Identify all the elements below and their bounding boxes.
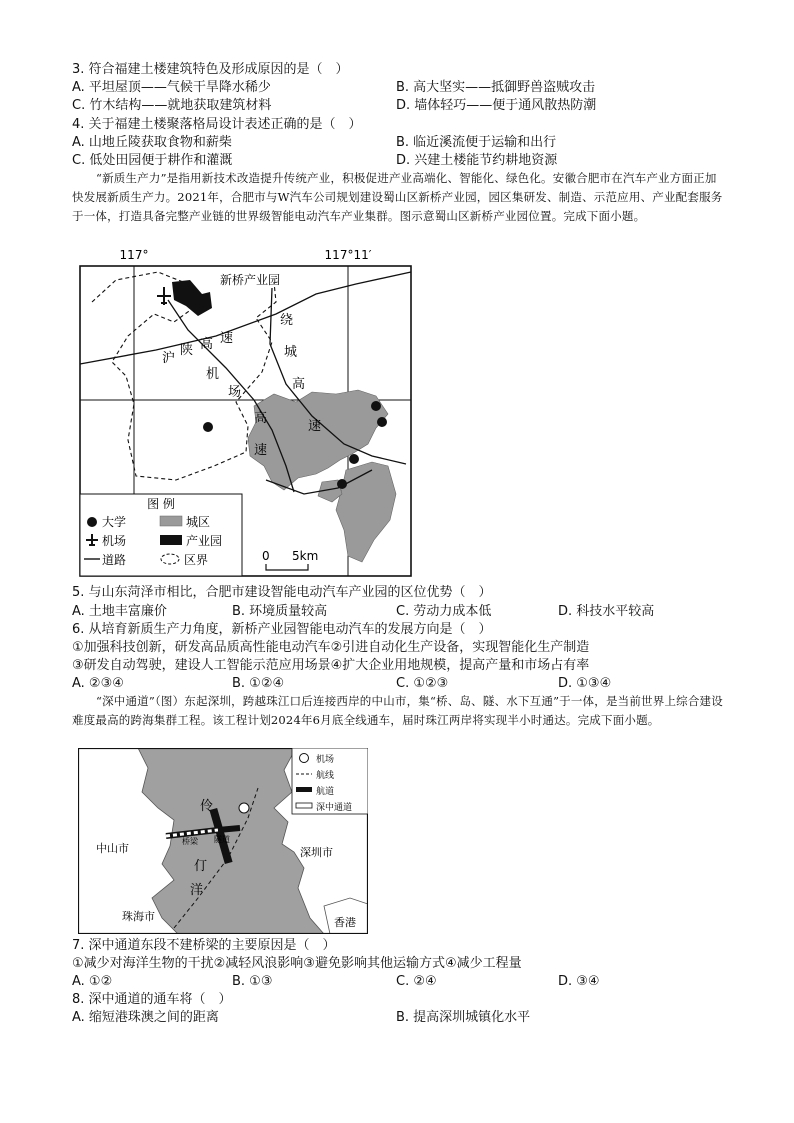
q4-option-a: A. 山地丘陵获取食物和薪柴 [72, 135, 232, 150]
q7-options: ①减少对海洋生物的干扰②减轻风浪影响③避免影响其他运输方式④减少工程量 [72, 956, 522, 971]
q6-stem: 6. 从培育新质生产力角度，新桥产业园智能电动汽车的发展方向是（ ） [72, 622, 492, 637]
q4-option-c: C. 低处田园便于耕作和灌溉 [72, 153, 233, 168]
map2-legend-route: 航线 [316, 771, 335, 781]
q4-option-b: B. 临近溪流便于运输和出行 [396, 135, 557, 150]
map2-airport-icon [239, 803, 249, 813]
scale-5km: 5km [292, 549, 319, 563]
q3-option-d: D. 墙体轻巧——便于通风散热防潮 [396, 98, 597, 113]
q6-option-a: A. ②③④ [72, 676, 124, 691]
map-shenzhong-link [78, 748, 368, 934]
q3-stem: 3. 符合福建土楼建筑特色及形成原因的是（ ） [72, 62, 349, 77]
legend-university: 大学 [102, 515, 127, 529]
legend-park: 产业园 [186, 534, 223, 548]
q6-option-b: B. ①②④ [232, 676, 285, 691]
passage-1-text: “新质生产力”是指用新技术改造提升传统产业，积极促进产业高端化、智能化、绿色化。安徽合肥市在汽车产业方面正加快发展新质生产力。2021年，合肥市与W汽车公司规划建设蜀山区新桥产业园，园区集研发、制造、示范应用、产业配套服务于一体，打造具备完整产业链的世界级智能电动汽车产业集群。图示意蜀山区新桥产业园位置。完成下面小题。 [72, 171, 723, 223]
legend-airport: 机场 [102, 534, 127, 548]
legend-road: 道路 [102, 553, 127, 567]
map2-legend-link: 深中通道 [316, 803, 353, 813]
map2-legend-link-icon [296, 803, 312, 808]
legend-park-icon [160, 535, 182, 545]
label-zhuhai: 珠海市 [122, 910, 155, 923]
legend-city: 城区 [186, 515, 211, 529]
q3-option-b: B. 高大坚实——抵御野兽盗贼攻击 [396, 80, 596, 95]
q5-stem: 5. 与山东菏泽市相比，合肥市建设智能电动汽车产业园的区位优势（ ） [72, 585, 492, 600]
passage-new-quality-productivity [72, 169, 724, 226]
map-xinqiao-industrial-park [76, 244, 416, 580]
label-lingdingyang-2: 仃 [194, 859, 208, 874]
legend-university-icon [87, 517, 97, 527]
lon-label-117: 117° [119, 248, 149, 262]
q6-option-c: C. ①②③ [396, 676, 449, 691]
park-label: 新桥产业园 [220, 273, 281, 287]
q7-option-b: B. ①③ [232, 974, 273, 989]
map2-legend-airport: 机场 [316, 755, 335, 765]
label-lingdingyang-1: 伶 [200, 799, 214, 814]
q7-option-c: C. ②④ [396, 974, 437, 989]
road-label-ring-3: 高 [292, 377, 306, 392]
road-label-airport-1: 机 [206, 367, 220, 382]
q5-option-c: C. 劳动力成本低 [396, 604, 492, 619]
q6-option-d: D. ①③④ [558, 676, 612, 691]
q6-options-1: ①加强科技创新，研发高品质高性能电动汽车②引进自动化生产设备，实现智能化生产制造 [72, 640, 590, 655]
q5-option-a: A. 土地丰富廉价 [72, 604, 167, 619]
q3-option-c: C. 竹木结构——就地获取建筑材料 [72, 98, 272, 113]
label-zhongshan: 中山市 [96, 842, 129, 855]
tunnel-label: 隧道 [214, 835, 230, 844]
road-label-airport-3: 高 [254, 411, 268, 426]
q3-option-a: A. 平坦屋顶——气候干旱降水稀少 [72, 80, 271, 95]
road-label-ring-4: 速 [308, 419, 322, 434]
q4-option-d: D. 兴建土楼能节约耕地资源 [396, 153, 558, 168]
q4-stem: 4. 关于福建土楼聚落格局设计表述正确的是（ ） [72, 117, 362, 132]
legend-boundary: 区界 [184, 553, 209, 567]
label-lingdingyang-3: 洋 [190, 883, 204, 898]
legend-city-icon [160, 516, 182, 526]
lon-label-117-11: 117°11′ [324, 248, 372, 262]
q7-option-a: A. ①② [72, 974, 113, 989]
passage-2-text: “深中通道”（图）东起深圳，跨越珠江口后连接西岸的中山市，集“桥、岛、隧、水下互通”于一体，是当前世界上综合建设难度最高的跨海集群工程。该工程计划2024年6月底全线通车，届时珠江两岸将实现半小时通达。完成下面小题。 [72, 694, 723, 727]
q8-option-b: B. 提高深圳城镇化水平 [396, 1010, 531, 1025]
bridge-label: 桥梁 [182, 837, 198, 846]
road-label-hushaan-3: 高 [200, 337, 214, 352]
road-label-hushaan-4: 速 [220, 331, 234, 346]
passage-shenzhong-link [72, 692, 724, 730]
label-hongkong: 香港 [334, 916, 356, 929]
q7-option-d: D. ③④ [558, 974, 600, 989]
q6-options-2: ③研发自动驾驶，建设人工智能示范应用场景④扩大企业用地规模，提高产量和市场占有率 [72, 658, 590, 673]
label-shenzhen: 深圳市 [300, 846, 333, 859]
q5-option-d: D. 科技水平较高 [558, 604, 655, 619]
road-label-airport-2: 场 [228, 385, 242, 400]
road-label-ring-1: 绕 [280, 313, 294, 328]
map2-legend-channel: 航道 [316, 787, 335, 797]
q8-stem: 8. 深中通道的通车将（ ） [72, 992, 232, 1007]
road-label-hushaan-1: 沪 [162, 351, 176, 366]
q5-option-b: B. 环境质量较高 [232, 604, 328, 619]
q8-option-a: A. 缩短港珠澳之间的距离 [72, 1010, 219, 1025]
legend-title: 图 例 [147, 497, 175, 511]
shenzhong-link-tunnel [218, 828, 240, 830]
road-label-airport-4: 速 [254, 443, 268, 458]
scale-zero: 0 [262, 549, 270, 563]
road-label-ring-2: 城 [284, 345, 298, 360]
q7-stem: 7. 深中通道东段不建桥梁的主要原因是（ ） [72, 938, 336, 953]
map2-legend-channel-icon [296, 787, 312, 792]
road-label-hushaan-2: 陕 [180, 343, 194, 358]
